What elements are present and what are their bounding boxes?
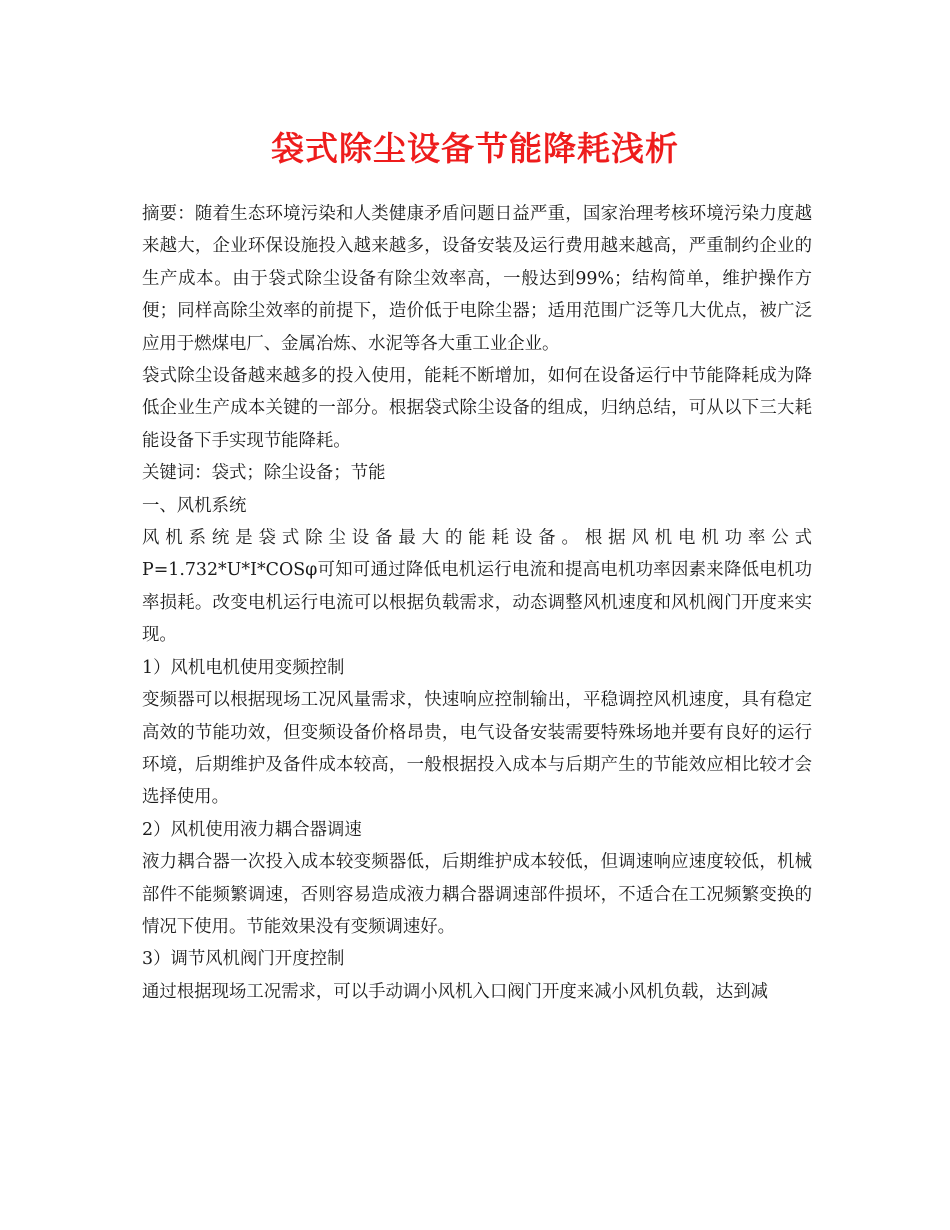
subsection-paragraph-fluid-coupling: 液力耦合器一次投入成本较变频器低，后期维护成本较低，但调速响应速度较低，机械部件不能频繁调速，否则容易造成液力耦合器调速部件损坏，不适合在工况频繁变换的情况下使用。节能效果没有变频调速好。 — [142, 852, 812, 937]
document-body — [142, 198, 812, 1008]
subsection-heading-vfd: 1）风机电机使用变频控制 — [142, 657, 345, 678]
keywords-line: 关键词：袋式；除尘设备；节能 — [142, 463, 386, 484]
subsection-heading-fluid-coupling: 2）风机使用液力耦合器调速 — [142, 819, 362, 840]
section-paragraph-fan-system: 风机系统是袋式除尘设备最大的能耗设备。根据风机电机功率公式P=1.732*U*I*COSφ可知可通过降低电机运行电流和提高电机功率因素来降低电机功率损耗。改变电机运行电流可以根据负载需求，动态调整风机速度和风机阀门开度来实现。 — [142, 528, 812, 646]
document-title: 袋式除尘设备节能降耗浅析 — [271, 129, 679, 168]
section-heading-fan-system: 一、风机系统 — [142, 495, 247, 516]
abstract-paragraph: 摘要：随着生态环境污染和人类健康矛盾问题日益严重，国家治理考核环境污染力度越来越大，企业环保设施投入越来越多，设备安装及运行费用越来越高，严重制约企业的生产成本。由于袋式除尘设备有除尘效率高，一般达到99%；结构简单，维护操作方便；同样高除尘效率的前提下，造价低于电除尘器；适用范围广泛等几大优点，被广泛应用于燃煤电厂、金属冶炼、水泥等各大重工业企业。 — [142, 204, 812, 354]
subsection-paragraph-damper: 通过根据现场工况需求，可以手动调小风机入口阀门开度来减小风机负载，达到减 — [142, 981, 769, 1002]
intro-paragraph: 袋式除尘设备越来越多的投入使用，能耗不断增加，如何在设备运行中节能降耗成为降低企业生产成本关键的一部分。根据袋式除尘设备的组成，归纳总结，可从以下三大耗能设备下手实现节能降耗。 — [142, 366, 812, 451]
subsection-paragraph-vfd: 变频器可以根据现场工况风量需求，快速响应控制输出，平稳调控风机速度，具有稳定高效的节能功效，但变频设备价格昂贵，电气设备安装需要特殊场地并要有良好的运行环境，后期维护及备件成本较高，一般根据投入成本与后期产生的节能效应相比较才会选择使用。 — [142, 690, 812, 808]
subsection-heading-damper: 3）调节风机阀门开度控制 — [142, 949, 345, 970]
